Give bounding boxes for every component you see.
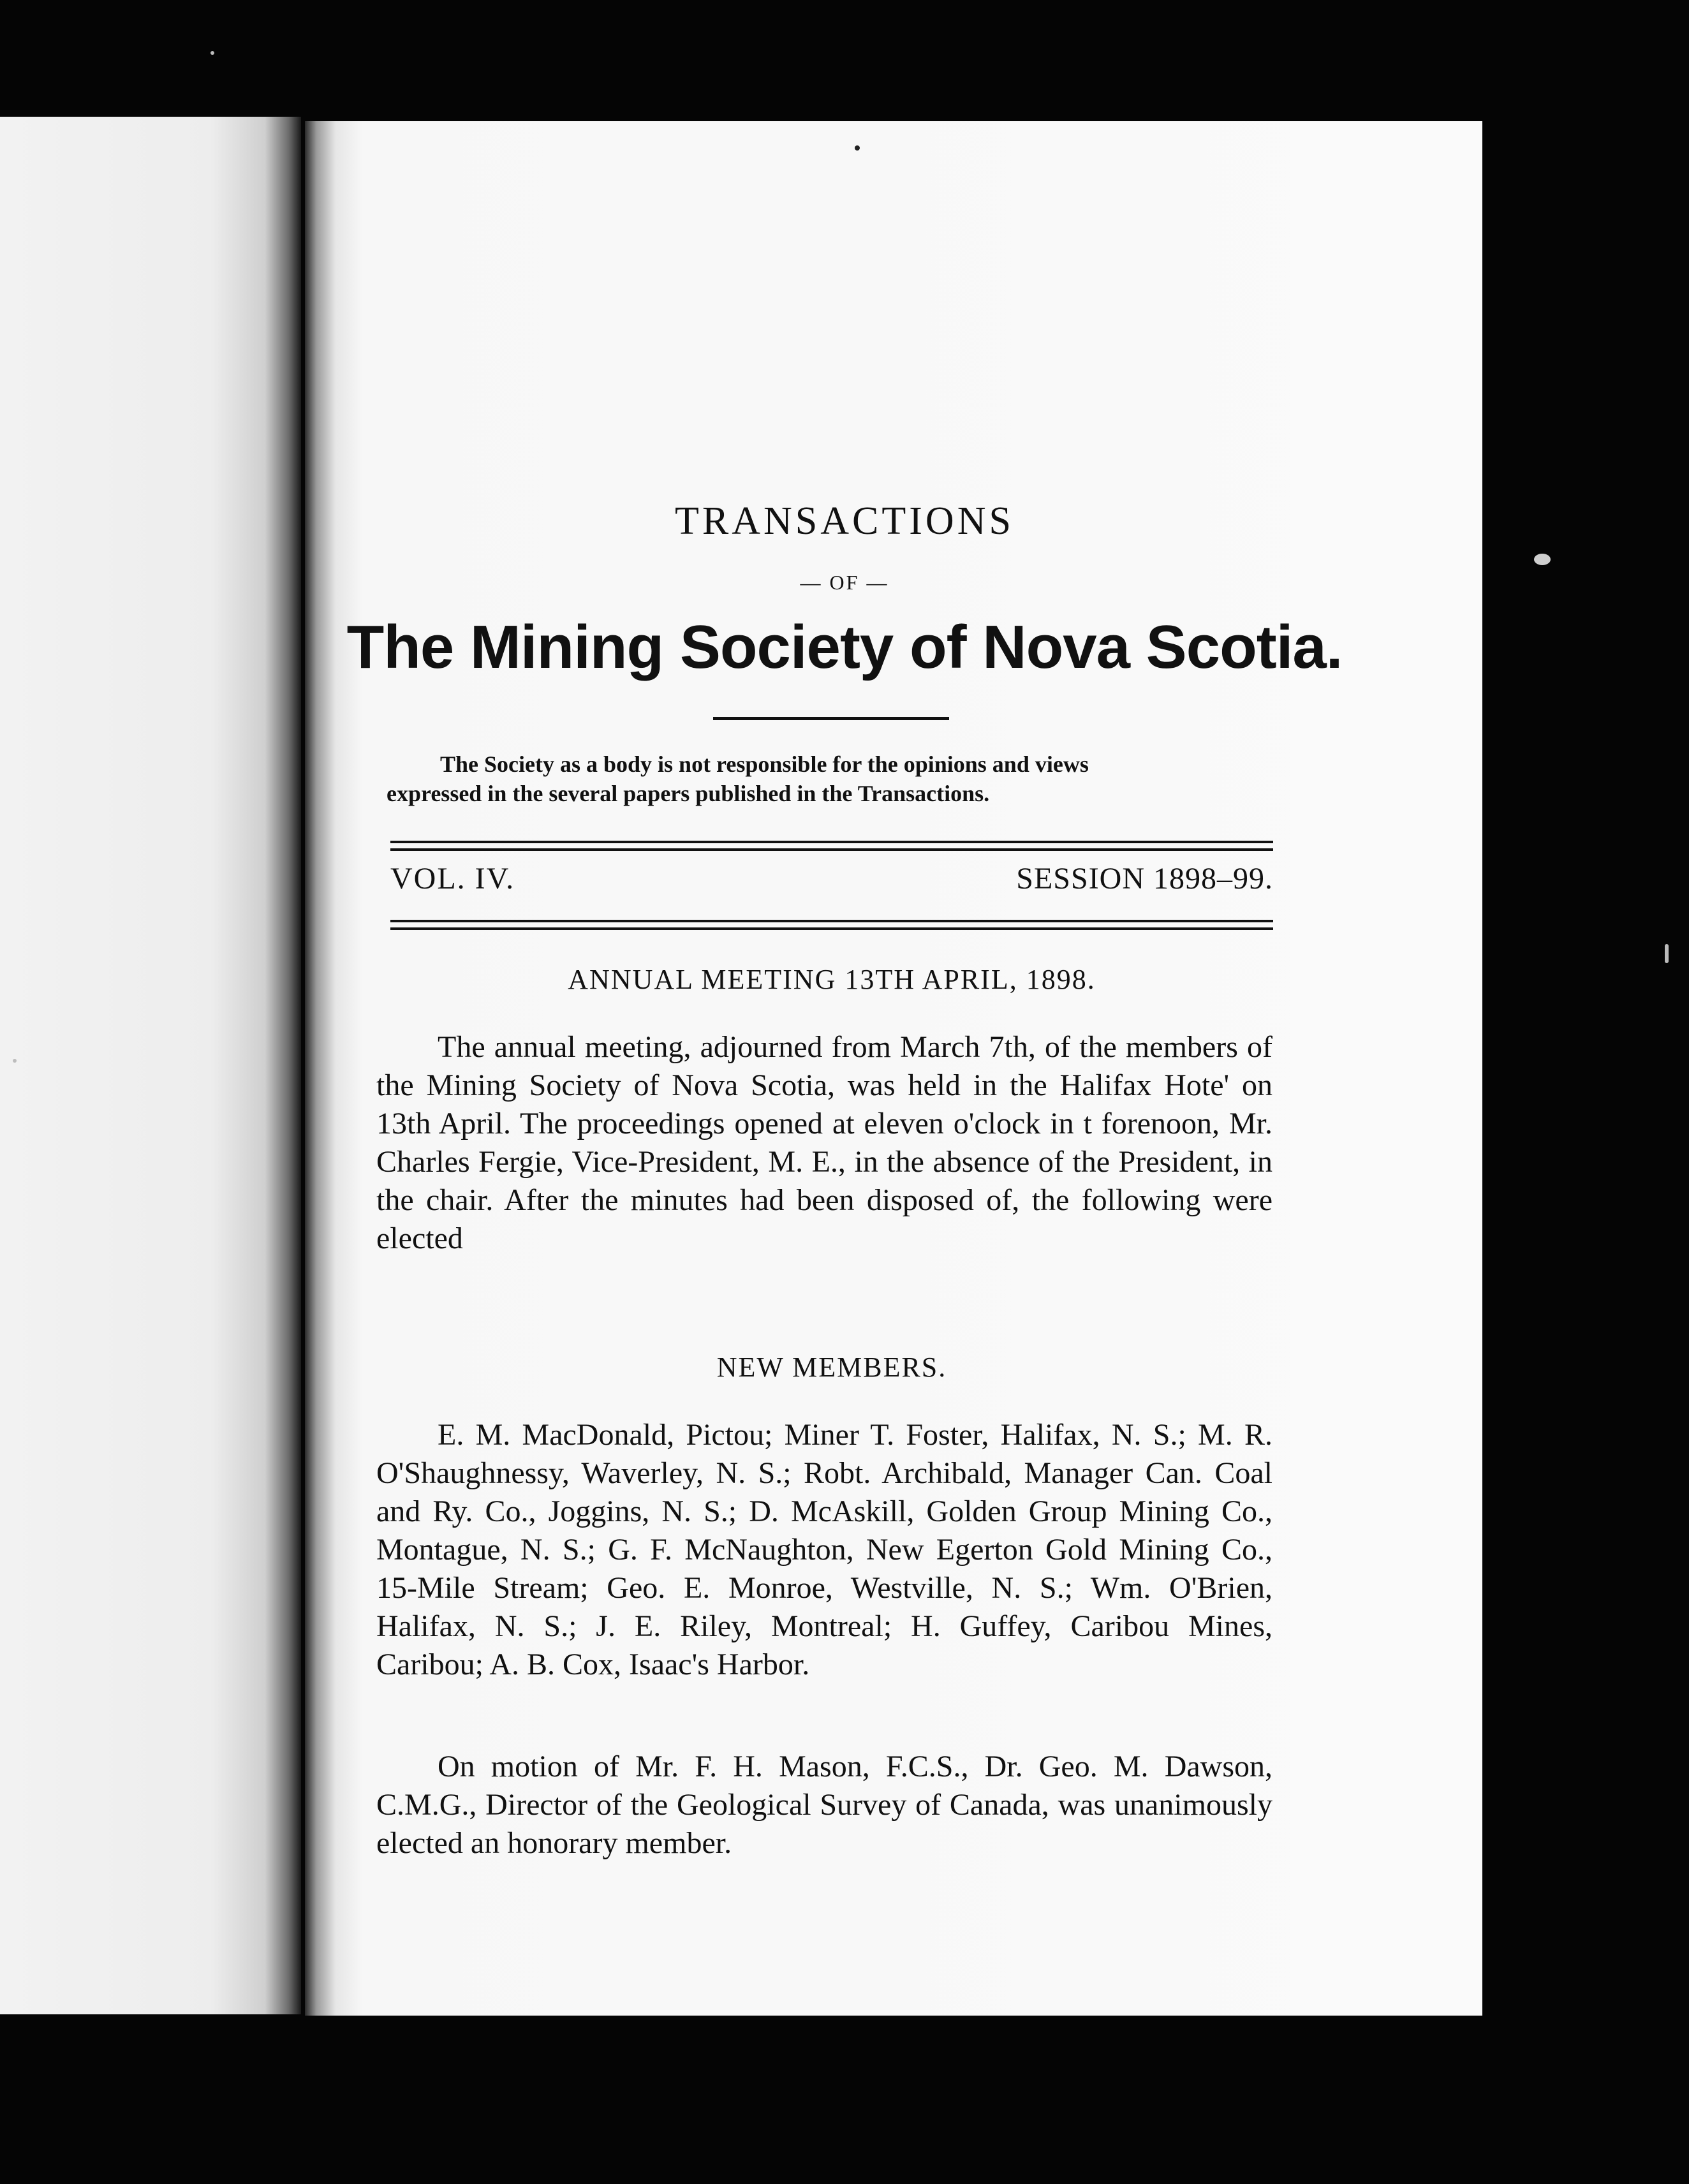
- double-rule-bottom-1: [390, 920, 1273, 922]
- title-connector: — OF —: [800, 571, 889, 594]
- title-divider: [713, 717, 949, 720]
- double-rule-bottom-2: [390, 927, 1273, 930]
- dust-speck: [1534, 554, 1551, 565]
- dust-speck: [13, 1059, 17, 1063]
- paragraph-honorary-member: On motion of Mr. F. H. Mason, F.C.S., Dr. Geo. M. Dawson, C.M.G., Director of the Geological Survey of Canada, was unanimously elected an honorary member.: [376, 1750, 1272, 1860]
- series-title: TRANSACTIONS: [675, 499, 1014, 543]
- disclaimer-line-2: expressed in the several papers published in the Transactions.: [387, 781, 990, 806]
- paragraph-meeting: The annual meeting, adjourned from March 7th, of the members of the Mining Society of Nova Scotia, was held in the Halifax Hote' on 13th April. The proceedings opened at eleven o'clock in t forenoon, Mr. Charles Fergie, Vice-President, M. E., in the absence of the President, in the chair. After the minutes had been disposed of, the following were elected: [376, 1030, 1272, 1255]
- society-title: The Mining Society of Nova Scotia.: [346, 613, 1343, 681]
- meeting-heading: ANNUAL MEETING 13TH APRIL, 1898.: [568, 964, 1096, 995]
- volume-label: VOL. IV.: [390, 862, 515, 896]
- new-members-heading: NEW MEMBERS.: [716, 1352, 947, 1383]
- dust-speck: [210, 51, 214, 55]
- left-page-blank: [0, 117, 301, 2014]
- dust-speck: [1665, 944, 1669, 963]
- session-label: SESSION 1898–99.: [1016, 862, 1273, 896]
- disclaimer-line-1: The Society as a body is not responsible for the opinions and views: [440, 751, 1089, 777]
- double-rule-top-2: [390, 848, 1273, 851]
- ink-speck: [855, 145, 860, 151]
- disclaimer: [387, 749, 1280, 808]
- paragraph-new-members: E. M. MacDonald, Pictou; Miner T. Foster, Halifax, N. S.; M. R. O'Shaughnessy, Waverley, N. S.; Robt. Archibald, Manager Can. Coal and Ry. Co., Joggins, N. S.; D. McAskill, Golden Group Mining Co., Montague, N. S.; G. F. McNaughton, New Egerton Gold Mining Co., 15-Mile Stream; Geo. E. Monroe, Westville, N. S.; Wm. O'Brien, Halifax, N. S.; J. E. Riley, Montreal; H. Guffey, Caribou Mines, Caribou; A. B. Cox, Isaac's Harbor.: [376, 1418, 1272, 1681]
- double-rule-top-1: [390, 841, 1273, 843]
